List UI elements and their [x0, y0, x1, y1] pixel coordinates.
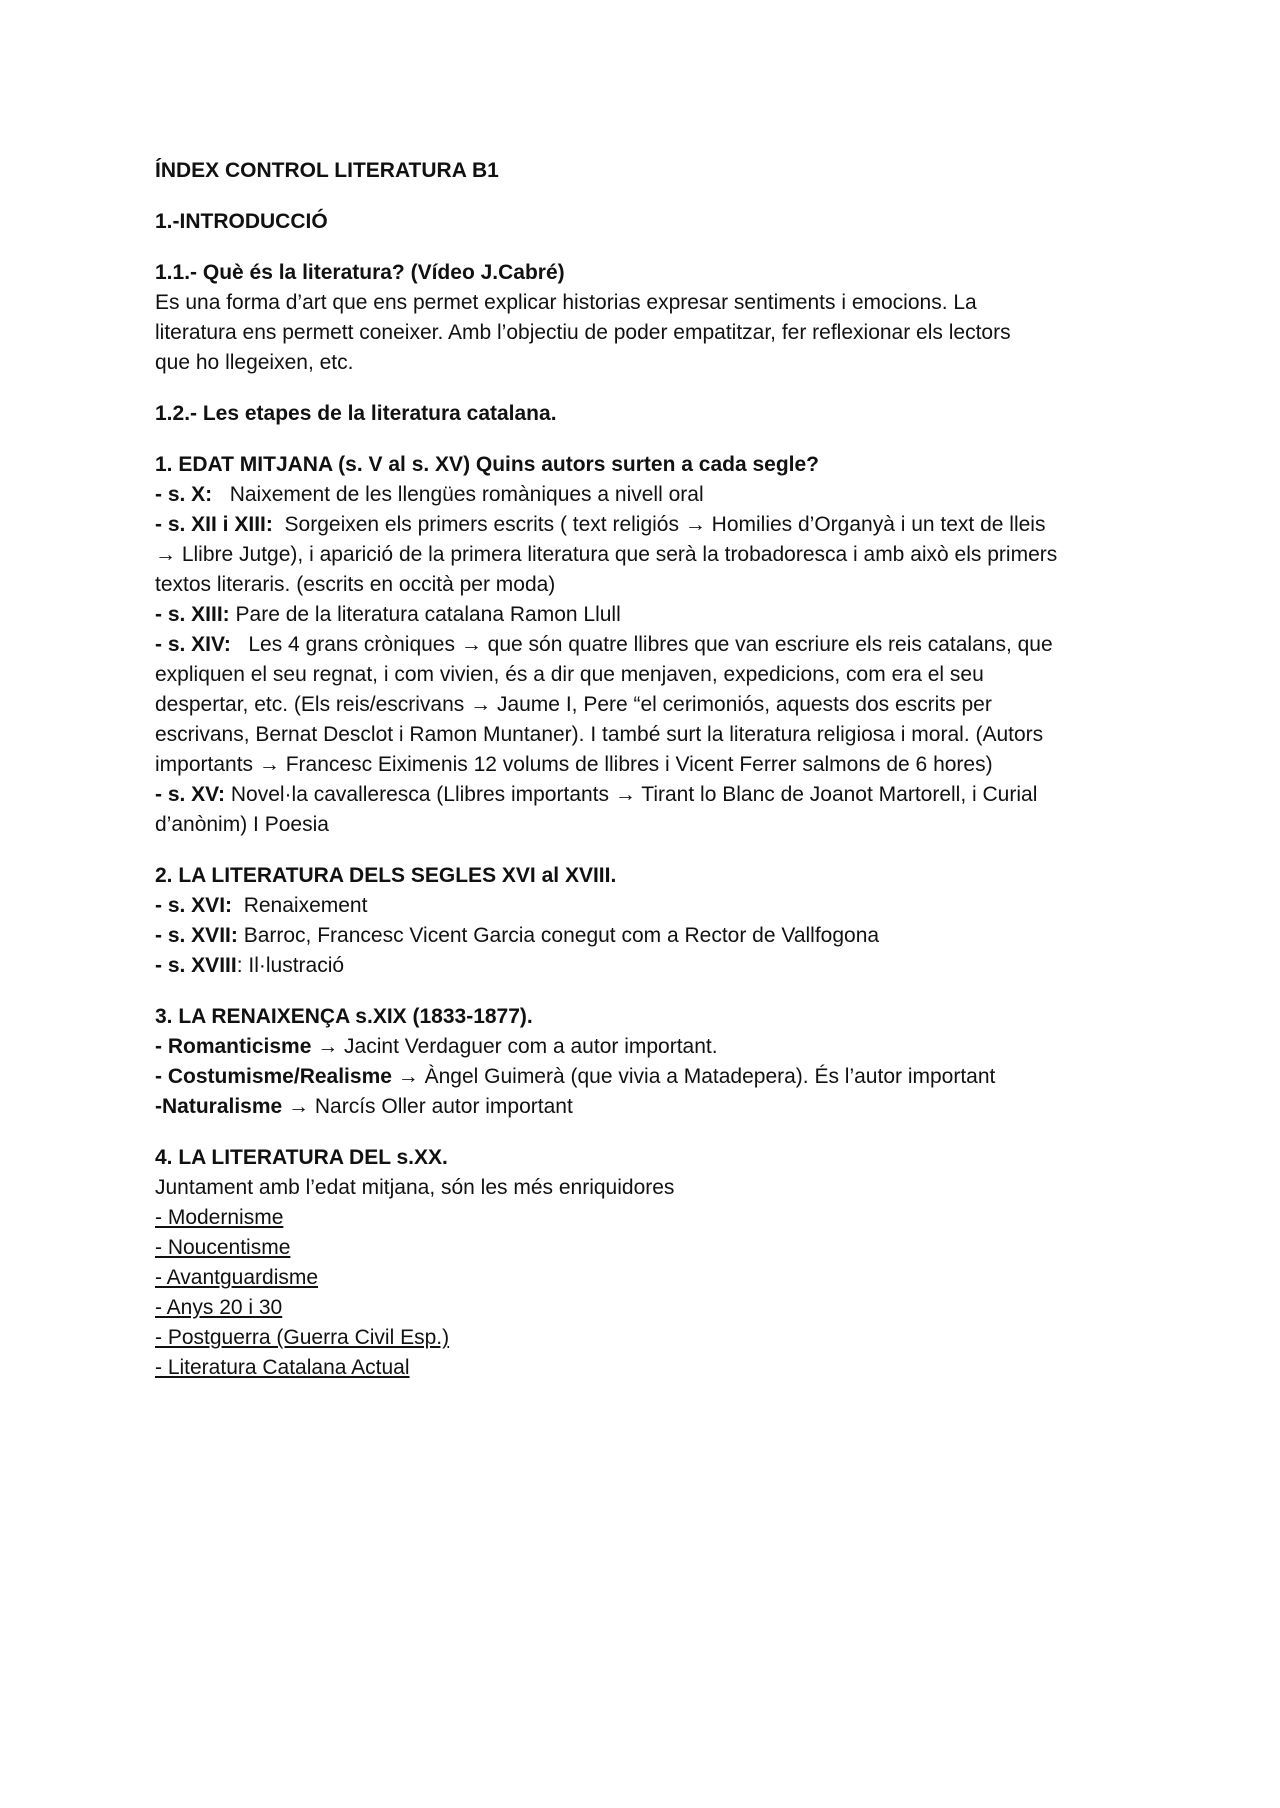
segle-xx-item-avantguardisme: - Avantguardisme — [155, 1266, 319, 1289]
segle-xiii-text: Pare de la literatura catalana Ramon Llull — [229, 603, 621, 626]
section-1-1-line: que ho llegeixen, etc. — [155, 351, 354, 374]
segle-xiv-line: escrivans, Bernat Desclot i Ramon Muntaner). I també surt la literatura religiosa i moral. (Autors — [155, 723, 1044, 746]
segle-xx-item-actual: - Literatura Catalana Actual — [155, 1356, 410, 1379]
segle-xviii-text: : Il·lustració — [236, 954, 345, 977]
segle-x-label: - s. X: — [155, 483, 213, 506]
section-1-2 — [155, 399, 1145, 429]
document-page — [155, 156, 1145, 1404]
segle-xii-line: textos literaris. (escrits en occità per moda) — [155, 573, 556, 596]
naturalisme-entry — [155, 1092, 1145, 1122]
segle-xx-item-modernisme: - Modernisme — [155, 1206, 284, 1229]
segle-xx-item-noucentisme: - Noucentisme — [155, 1236, 291, 1259]
costumisme-text: → Àngel Guimerà (que vivia a Matadepera). És l’autor important — [391, 1065, 996, 1088]
segle-xv-line: d’anònim) I Poesia — [155, 813, 329, 836]
costumisme-label: - Costumisme/Realisme — [155, 1065, 392, 1088]
segle-xx-item-anys-20-30: - Anys 20 i 30 — [155, 1296, 283, 1319]
intro-heading-block — [155, 207, 1145, 237]
edat-mitjana-heading: 1. EDAT MITJANA (s. V al s. XV) Quins autors surten a cada segle? — [155, 453, 820, 476]
segle-xiv-line: importants → Francesc Eiximenis 12 volums de llibres i Vicent Ferrer salmons de 6 hores) — [155, 753, 993, 776]
segle-xiv-line: expliquen el seu regnat, i com vivien, és a dir que menjaven, expedicions, com era el seu — [155, 663, 984, 686]
section-1-1 — [155, 258, 1145, 378]
segle-xii-entry — [155, 510, 1145, 540]
renaixenca-heading: 3. LA RENAIXENÇA s.XIX (1833-1877). — [155, 1005, 533, 1028]
edat-mitjana-section — [155, 450, 1145, 840]
segle-xx-item-postguerra: - Postguerra (Guerra Civil Esp.) — [155, 1326, 450, 1349]
segle-xiv-text: Les 4 grans cròniques → que són quatre llibres que van escriure els reis catalans, que — [230, 633, 1053, 656]
segle-xvi-text: Renaixement — [232, 894, 368, 917]
section-1-1-line: literatura ens permett coneixer. Amb l’objectiu de poder empatitzar, fer reflexionar els lectors — [155, 321, 1011, 344]
section-1-1-heading: 1.1.- Què és la literatura? (Vídeo J.Cabré) — [155, 261, 565, 284]
intro-heading: 1.-INTRODUCCIÓ — [155, 210, 328, 233]
segle-xii-line: → Llibre Jutge), i aparició de la primera literatura que serà la trobadoresca i amb això els primers — [155, 543, 1058, 566]
segle-xvii-label: - s. XVII: — [155, 924, 238, 947]
document-title: ÍNDEX CONTROL LITERATURA B1 — [155, 159, 499, 182]
segle-x-text: Naixement de les llengües romàniques a nivell oral — [212, 483, 704, 506]
naturalisme-label: -Naturalisme — [155, 1095, 283, 1118]
document-title-block — [155, 156, 1145, 186]
romanticisme-label: - Romanticisme — [155, 1035, 312, 1058]
segle-xvi-label: - s. XVI: — [155, 894, 233, 917]
naturalisme-text: → Narcís Oller autor important — [282, 1095, 573, 1118]
segle-xviii-entry — [155, 951, 1145, 981]
segle-xiv-entry — [155, 630, 1145, 660]
segle-xiv-line: despertar, etc. (Els reis/escrivans → Jaume I, Pere “el cerimoniós, aquests dos escrits per — [155, 693, 992, 716]
romanticisme-text: → Jacint Verdaguer com a autor important. — [311, 1035, 718, 1058]
segle-xv-entry — [155, 780, 1145, 810]
segle-xii-text: Sorgeixen els primers escrits ( text religiós → Homilies d’Organyà i un text de lleis — [272, 513, 1046, 536]
segle-xv-text: Novel·la cavalleresca (Llibres importants → Tirant lo Blanc de Joanot Martorell, i Curial — [225, 783, 1038, 806]
segle-x-entry — [155, 480, 1145, 510]
segles-heading: 2. LA LITERATURA DELS SEGLES XVI al XVIII. — [155, 864, 617, 887]
segle-xiii-entry — [155, 600, 1145, 630]
segle-xvi-entry — [155, 891, 1145, 921]
segle-xx-section — [155, 1143, 1145, 1383]
segle-xvii-text: Barroc, Francesc Vicent Garcia conegut com a Rector de Vallfogona — [237, 924, 880, 947]
segle-xiv-label: - s. XIV: — [155, 633, 231, 656]
section-1-1-line: Es una forma d’art que ens permet explicar historias expresar sentiments i emocions. La — [155, 291, 977, 314]
section-1-2-heading: 1.2.- Les etapes de la literatura catalana. — [155, 402, 557, 425]
segles-xvi-xviii-section — [155, 861, 1145, 981]
segle-xiii-label: - s. XIII: — [155, 603, 230, 626]
renaixenca-section — [155, 1002, 1145, 1122]
romanticisme-entry — [155, 1032, 1145, 1062]
segle-xii-label: - s. XII i XIII: — [155, 513, 273, 536]
segle-xv-label: - s. XV: — [155, 783, 226, 806]
segle-xx-intro: Juntament amb l’edat mitjana, són les més enriquidores — [155, 1176, 675, 1199]
costumisme-entry — [155, 1062, 1145, 1092]
segle-xx-heading: 4. LA LITERATURA DEL s.XX. — [155, 1146, 448, 1169]
segle-xviii-label: - s. XVIII — [155, 954, 237, 977]
segle-xvii-entry — [155, 921, 1145, 951]
